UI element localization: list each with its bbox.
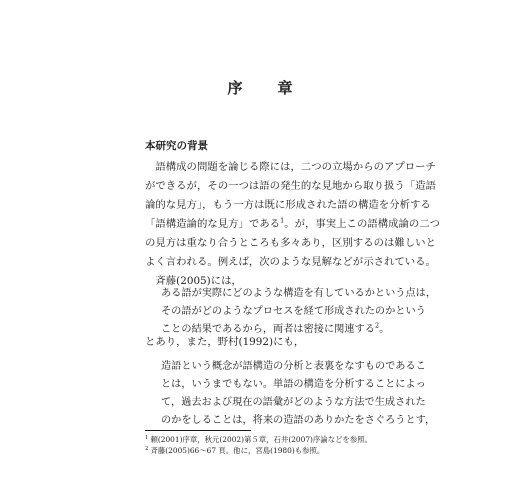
block-quote-saito <box>161 285 437 339</box>
footnotes <box>145 434 372 456</box>
quote-line: ある語が実際にどのような構造を有しているかという点は， <box>161 288 437 299</box>
paragraph-nomura-intro <box>145 333 381 352</box>
paragraph-line: ができるが，その一つは語の発生的な見地から取り扱う「造語 <box>145 180 436 192</box>
footnote-text: 斉藤(2005)66～67 頁。他に，宮島(1980)も参照。 <box>150 446 325 455</box>
paragraph-line-text: 「語構造論的な見方」である <box>145 218 281 230</box>
footnote-ref: 1 <box>280 216 285 225</box>
paragraph-line: 語構成の問題を論じる際には，二つの立場からのアプローチ <box>145 161 436 173</box>
footnote-divider <box>145 430 251 431</box>
footnote-2 <box>145 445 372 456</box>
footnote-text: 頼(2001)序章，秋元(2002)第５章，石井(2007)序論などを参照。 <box>150 435 373 444</box>
paragraph-line <box>145 215 441 234</box>
footnote-mark: 1 <box>145 434 149 441</box>
chapter-title: 序 章 <box>227 79 303 97</box>
section-heading: 本研究の背景 <box>145 140 208 152</box>
paragraph-line: 論的な見方」，もう一方は既に形成された語の構造を分析する <box>145 199 431 211</box>
footnote-1 <box>145 434 372 445</box>
quote-line: その語がどのようなプロセスを経て形成されたのかという <box>161 306 426 317</box>
paragraph-line-text: 。が，事実上この語構成論の二つ <box>284 218 441 230</box>
quote-line: とは，いうまでもない。単語の構造を分析することによっ <box>161 379 426 390</box>
quote-line-text: ことの結果であるから，両者は密接に関連する <box>161 324 375 335</box>
paragraph-background <box>145 158 441 291</box>
paragraph-line: とあり，また，野村(1992)にも， <box>145 336 305 348</box>
quote-line: のかをしることは，将来の造語のありかたをさぐろうとす， <box>161 415 436 426</box>
block-quote-nomura <box>161 358 436 430</box>
quote-line-text: 。 <box>379 324 390 335</box>
paragraph-line: よく言われる。例えば，次のような見解などが示されている。 <box>145 256 436 268</box>
quote-line: て，過去および現在の語彙がどのような方法で生成された <box>161 397 426 408</box>
quote-line: 造語という概念が語構造の分析と表裏をなすものであるこ <box>161 361 426 372</box>
paragraph-line: 斉藤(2005)には， <box>145 275 242 287</box>
footnote-mark: 2 <box>145 445 149 452</box>
paragraph-line: の見方は重なり合うところも多々あり，区別するのは難しいと <box>145 237 436 249</box>
footnote-ref: 2 <box>374 321 380 330</box>
